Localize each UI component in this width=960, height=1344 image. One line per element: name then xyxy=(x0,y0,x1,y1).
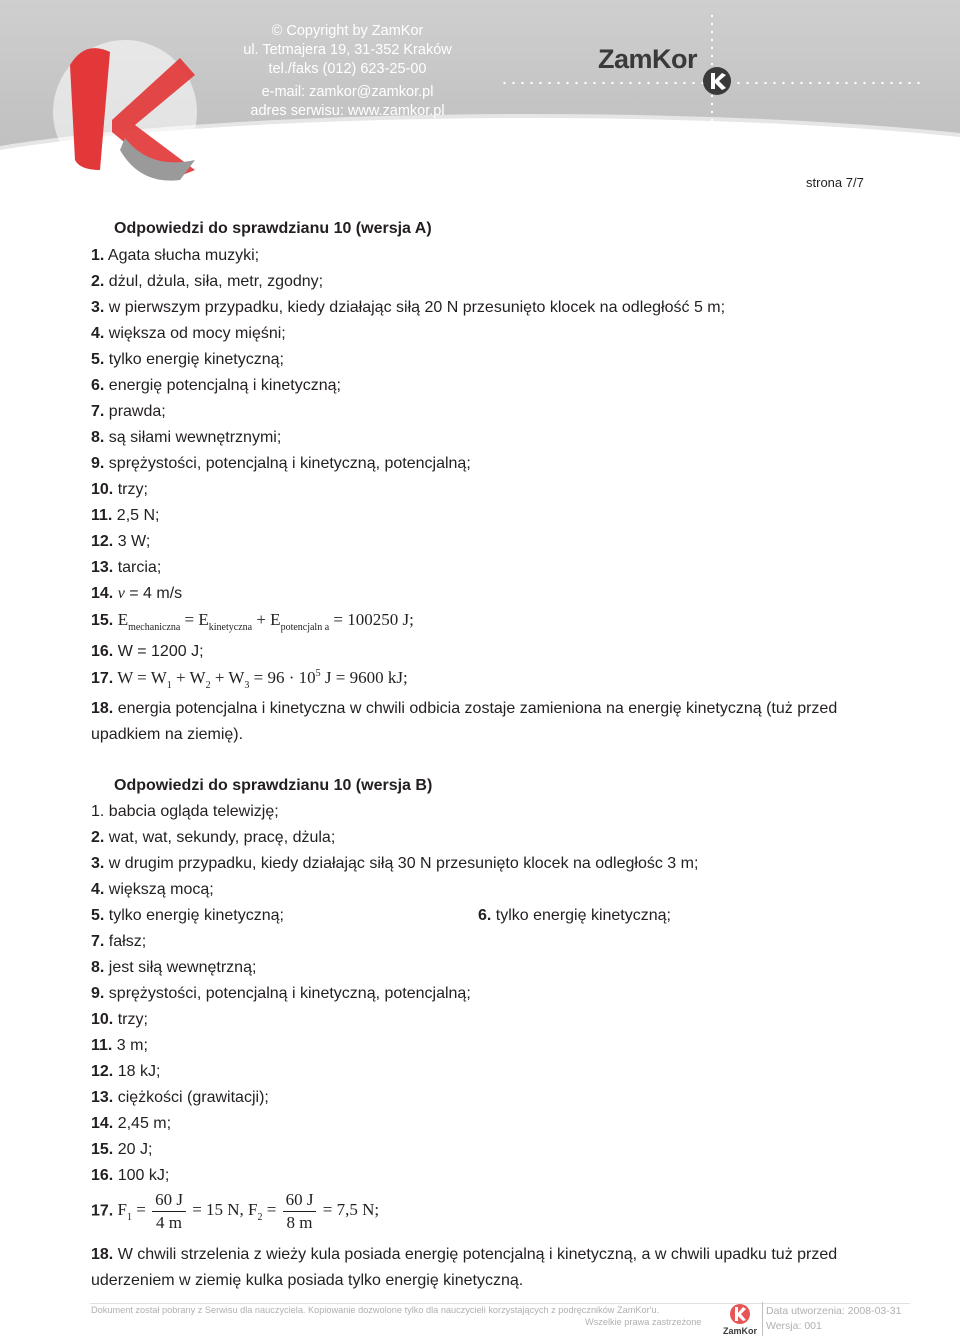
answer-b17: 17. $F_1$ = $\frac{60 J}{4 m}$ = 15 N, $F_2$ = $\frac{60 J}{8 m}$ = 7,5 N; xyxy=(91,1190,380,1232)
answer-a11: 11. 2,5 N; xyxy=(91,507,160,524)
answer-a1: 1. Agata słucha muzyki; xyxy=(91,247,260,264)
answer-a12: 12. 3 W; xyxy=(91,533,151,550)
section-title-version-b: Odpowiedzi do sprawdzianu 10 (wersja B) xyxy=(114,777,433,794)
phone-line: tel./faks (012) 623-25-00 xyxy=(268,61,427,77)
answer-a3: 3. w pierwszym przypadku, kiedy działając siłą 20 N przesunięto klocek na odległość 5 m; xyxy=(91,299,726,316)
footer-rights: Wszelkie prawa zastrzeżone xyxy=(585,1317,702,1327)
answer-b2: 2. wat, wat, sekundy, pracę, dżula; xyxy=(91,829,336,846)
brand-badge-icon xyxy=(702,66,732,96)
page-header xyxy=(0,0,960,200)
answer-a15: 15. $E_{mechaniczna} = E_{kinetyczna} + E_{potencjaln a} = 100250$ J; xyxy=(91,610,414,633)
answer-b11: 11. 3 m; xyxy=(91,1037,148,1054)
answer-b12: 12. 18 kJ; xyxy=(91,1063,161,1080)
fraction-1: $\frac{60 J}{4 m}$ xyxy=(152,1189,186,1234)
answer-b9: 9. sprężystości, potencjalną i kinetyczną, potencjalną; xyxy=(91,985,471,1002)
page-number: strona 7/7 xyxy=(806,175,864,190)
answer-b3: 3. w drugim przypadku, kiedy działając siłą 30 N przesunięto klocek na odległośc 3 m; xyxy=(91,855,699,872)
answer-a17: 17. $W = W_1 + W_2 + W_3 = 96 \cdot 10^5$ J = 9600 kJ; xyxy=(91,668,408,691)
footer-logo-icon xyxy=(720,1301,760,1337)
answer-a8: 8. są siłami wewnętrznymi; xyxy=(91,429,282,446)
answer-a7: 7. prawda; xyxy=(91,403,166,420)
footer-logo-text: ZamKor xyxy=(722,1326,758,1336)
answer-a4: 4. większa od mocy mięśni; xyxy=(91,325,286,342)
answer-b18: 18. W chwili strzelenia z wieży kula posiada energię potencjalną i kinetyczną, a w chwili upadku tuż przed uderzeniem w ziemię kulka posiada tylko energię kinetyczną. xyxy=(91,1246,838,1289)
copyright-line: © Copyright by ZamKor xyxy=(271,23,424,39)
zamkor-logo-icon xyxy=(30,20,220,190)
answer-b8: 8. jest siłą wewnętrzną; xyxy=(91,959,257,976)
answer-a9: 9. sprężystości, potencjalną i kinetyczną, potencjalną; xyxy=(91,455,471,472)
document-version: Wersja: 001 xyxy=(766,1320,822,1332)
answer-a14: 14. v = 4 m/s xyxy=(91,585,183,602)
answer-b15: 15. 20 J; xyxy=(91,1141,153,1158)
answer-b14: 14. 2,45 m; xyxy=(91,1115,172,1132)
answer-b10: 10. trzy; xyxy=(91,1011,148,1028)
fraction-2: $\frac{60 J}{8 m}$ xyxy=(283,1189,317,1234)
answer-a5: 5. tylko energię kinetyczną; xyxy=(91,351,284,368)
answer-a6: 6. energię potencjalną i kinetyczną; xyxy=(91,377,341,394)
answer-b13: 13. ciężkości (grawitacji); xyxy=(91,1089,269,1106)
answer-a10: 10. trzy; xyxy=(91,481,148,498)
section-title-version-a: Odpowiedzi do sprawdzianu 10 (wersja A) xyxy=(114,220,432,237)
answer-a16: 16. W = 1200 J; xyxy=(91,643,204,660)
footer-disclaimer: Dokument został pobrany z Serwisu dla nauczyciela. Kopiowanie dozwolone tylko dla nauczycieli korzystających z podręczników ZamKor'u. xyxy=(91,1305,660,1315)
copyright-block xyxy=(225,22,470,121)
answer-b6: 6. tylko energię kinetyczną; xyxy=(478,907,671,924)
answer-a2: 2. dżul, dżula, siła, metr, zgodny; xyxy=(91,273,324,290)
answer-a13: 13. tarcia; xyxy=(91,559,162,576)
answer-b5: 5. tylko energię kinetyczną; xyxy=(91,907,284,924)
email-line: e-mail: zamkor@zamkor.pl xyxy=(261,84,434,100)
creation-date: Data utworzenia: 2008-03-31 xyxy=(766,1305,902,1317)
brand-name: ZamKor xyxy=(598,44,698,74)
answer-b1: 1. babcia ogląda telewizję; xyxy=(91,803,279,820)
address-line: ul. Tetmajera 19, 31-352 Kraków xyxy=(243,42,452,58)
answer-b7: 7. fałsz; xyxy=(91,933,147,950)
footer-meta xyxy=(766,1304,901,1334)
answer-a18: 18. energia potencjalna i kinetyczna w chwili odbicia zostaje zamieniona na energię kinetyczną (tuż przed upadkiem na ziemię). xyxy=(91,700,838,743)
answer-b16: 16. 100 kJ; xyxy=(91,1167,170,1184)
website-line: adres serwisu: www.zamkor.pl xyxy=(250,103,445,119)
answer-b4: 4. większą mocą; xyxy=(91,881,214,898)
